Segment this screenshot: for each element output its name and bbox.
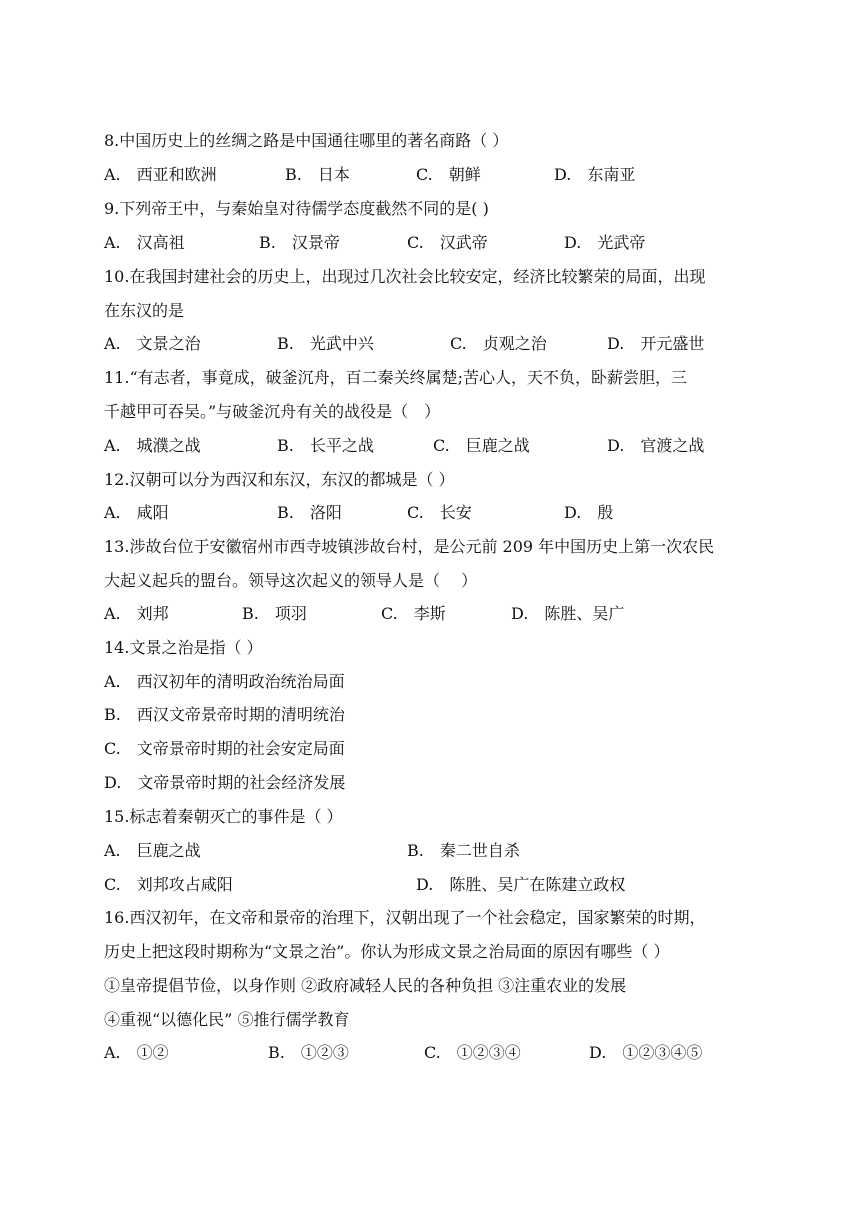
option-a: A. 汉高祖 xyxy=(104,233,185,252)
question-8-options xyxy=(104,158,824,192)
option-b: B. 洛阳 xyxy=(277,503,342,522)
option-c: C. 贞观之治 xyxy=(450,334,547,353)
option-b: B. 日本 xyxy=(285,165,350,184)
option-c: C. 汉武帝 xyxy=(407,233,488,252)
option-c: C. 李斯 xyxy=(381,604,446,623)
option-a: A. ①② xyxy=(104,1043,169,1062)
option-a: A. 城濮之战 xyxy=(104,436,201,455)
option-c: C. 朝鲜 xyxy=(416,165,481,184)
question-9-options xyxy=(104,226,824,260)
option-a: A. 文景之治 xyxy=(104,334,201,353)
question-13-options xyxy=(104,597,824,631)
option-b: B. 汉景帝 xyxy=(259,233,340,252)
option-c: C. 刘邦攻占咸阳 xyxy=(104,875,233,894)
option-a: A. 咸阳 xyxy=(104,503,169,522)
question-16-stem: 16.西汉初年，在文帝和景帝的治理下，汉朝出现了一个社会稳定，国家繁荣的时期， 历史上把这段时期称为“文景之治”。你认为形成文景之治局面的原因有哪些（ ） xyxy=(104,908,706,961)
question-12-stem: 12.汉朝可以分为西汉和东汉，东汉的都城是（ ） xyxy=(104,470,455,489)
option-b: B. 西汉文帝景帝时期的清明统治 xyxy=(104,705,345,724)
option-d: D. ①②③④⑤ xyxy=(589,1043,703,1062)
option-b: B. 光武中兴 xyxy=(277,334,374,353)
option-d: D. 殷 xyxy=(564,503,614,522)
question-13-stem: 13.涉故台位于安徽宿州市西寺坡镇涉故台村，是公元前 209 年中国历史上第一次农民 大起义起兵的盟台。领导这次起义的领导人是（ ） xyxy=(104,537,715,590)
question-12-options xyxy=(104,496,824,530)
question-10-options xyxy=(104,327,824,361)
option-c: C. 巨鹿之战 xyxy=(433,436,530,455)
option-a: A. 西亚和欧洲 xyxy=(104,165,217,184)
question-16-options xyxy=(104,1036,824,1070)
option-c: C. 长安 xyxy=(407,503,472,522)
option-b: B. 秦二世自杀 xyxy=(407,841,520,860)
option-b: B. ①②③ xyxy=(268,1043,349,1062)
question-15-stem: 15.标志着秦朝灭亡的事件是（ ） xyxy=(104,807,343,826)
option-b: B. 长平之战 xyxy=(277,436,374,455)
question-15-options-row2 xyxy=(104,868,824,902)
option-c: C. 文帝景帝时期的社会安定局面 xyxy=(104,739,345,758)
question-14-stem: 14.文景之治是指（ ） xyxy=(104,638,263,657)
option-b: B. 项羽 xyxy=(242,604,307,623)
question-10-stem: 10.在我国封建社会的历史上，出现过几次社会比较安定，经济比较繁荣的局面，出现 在东汉的是 xyxy=(104,267,706,320)
question-9-stem: 9.下列帝王中，与秦始皇对待儒学态度截然不同的是( ) xyxy=(104,199,489,218)
option-d: D. 陈胜、吴广 xyxy=(511,604,625,623)
question-16-statements-1: ①皇帝提倡节俭，以身作则 ②政府减轻人民的各种负担 ③注重农业的发展 xyxy=(104,976,627,995)
option-a: A. 西汉初年的清明政治统治局面 xyxy=(104,672,345,691)
question-11-stem: 11.“有志者，事竟成，破釜沉舟，百二秦关终属楚;苦心人，天不负，卧薪尝胆，三 千越甲可吞吴。”与破釜沉舟有关的战役是（ ） xyxy=(104,368,688,421)
option-d: D. 官渡之战 xyxy=(607,436,705,455)
question-15-options-row1 xyxy=(104,834,824,868)
option-d: D. 陈胜、吴广在陈建立政权 xyxy=(416,875,626,894)
question-11-options xyxy=(104,429,824,463)
option-d: D. 东南亚 xyxy=(554,165,636,184)
option-a: A. 巨鹿之战 xyxy=(104,841,201,860)
question-8-stem: 8.中国历史上的丝绸之路是中国通往哪里的著名商路（ ） xyxy=(104,131,509,150)
option-d: D. 开元盛世 xyxy=(607,334,705,353)
question-16-statements-2: ④重视“以德化民” ⑤推行儒学教育 xyxy=(104,1010,350,1029)
option-c: C. ①②③④ xyxy=(424,1043,521,1062)
option-d: D. 光武帝 xyxy=(564,233,646,252)
option-a: A. 刘邦 xyxy=(104,604,169,623)
option-d: D. 文帝景帝时期的社会经济发展 xyxy=(104,773,346,792)
